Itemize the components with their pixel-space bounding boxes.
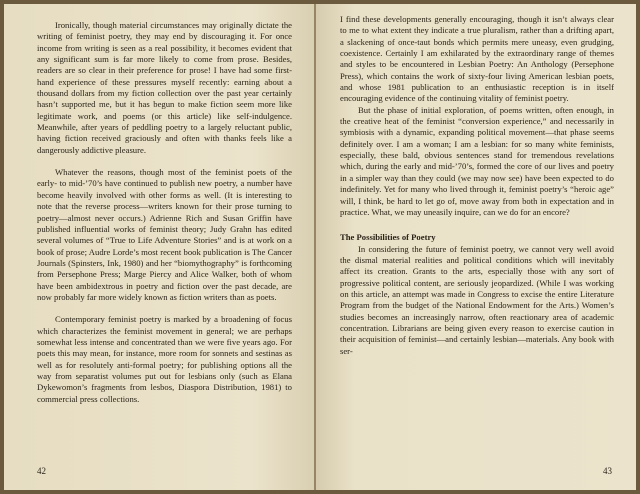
right-page (316, 4, 636, 490)
paragraph: I find these developments generally encouraging, though it isn’t always clear to me to what extent they indicate a true pluralism, rather than a drifting apart, a slackening of once-taut bonds which permits mere uneasy, even grudging, coexistence. Certainly I am exhilarated by the extraordinary range of themes and styles to be encountered in Lesbian Poetry: An Anthology (Persephone Press), which contains the work of sixty-four living American lesbian poets, and whose 1981 publication to an enthusiastic reception is in itself encouraging evidence of the continuing vitality of feminist poetry. (340, 14, 614, 104)
section-heading: The Possibilities of Poetry (340, 232, 436, 243)
paragraph: Contemporary feminist poetry is marked by a broadening of focus which characterizes the feminist movement in general; we are perhaps somewhat less intense and concentrated than we were five years ago. For poets this may mean, for instance, more room for sonnets and sestinas as well as for resolutely anti-formal poetry; for publishing options all the way from separatist volumes put out for lesbians only (such as Elana Dykewomon’s fragments from lesbos, Diaspora Distribution, 1981) to commercial press collections. (37, 314, 292, 404)
page-number: 42 (37, 466, 46, 476)
left-page (4, 4, 314, 490)
page-number: 43 (603, 466, 612, 476)
paragraph: Ironically, though material circumstances may originally dictate the writing of feminist poetry, they may end by discouraging it. For once income from writing is seen as a real possibility, it becomes evident that any significant sum is far more likely to come from prose. Besides, readers are so clear in their preference for prose! I have had some first-hand experience of these pressures myself recently: earning about a thousand dollars from my fiction collection over the past year certainly hasn’t supported me, but it has begun to make fiction seem more like legitimate work, and poems (or this article) like self-indulgence. Meanwhile, after years of peddling poetry to a largely reluctant public, having fiction received graciously and often with thanks feels like a dangerously addictive pleasure. (37, 20, 292, 155)
paragraph: In considering the future of feminist poetry, we cannot very well avoid the dismal material realities and political conditions which will inevitably affect its creation. Grants to the arts, especially those with any sort of progressive political content, are seriously jeopardized. (While I was working on this article, an attempt was made in Congress to excise the entire Literature Program from the budget of the National Endowment for the Arts.) Women’s studies becomes an increasingly narrow, often reactionary area of academic concentration. Librarians are being given every reason to exercise caution in their acquisition of feminist—and certainly lesbian—materials. Any book with ser- (340, 243, 614, 356)
paragraph: Whatever the reasons, though most of the feminist poets of the early- to mid-’70’s have continued to publish new poetry, a number have become heavily involved with other forms as well. (It is interesting to note that the reverse process—writers known for their prose turning to poetry—almost never occurs.) Adrienne Rich and Susan Griffin have published influential works of feminist theory; Judy Grahn has edited several volumes of “True to Life Adventure Stories” and is at work on a book of prose; Audre Lorde’s most recent book publication is The Cancer Journals (Spinsters, Ink, 1980) and her “biomythography” is forthcoming from Persephone Press; Marge Piercy and Alice Walker, both of whom have been ambidextrous in poetry and fiction over the past decade, are now probably far more widely known as fiction writers than as poets. (37, 167, 292, 302)
paragraph: But the phase of initial exploration, of poems written, often enough, in the creative heat of the feminist “conversion experience,” and necessarily in symbiosis with a dynamic, expanding political movement—that phase seems definitely over. I am a woman; I am a lesbian: for so many white feminists, especially, these bald, obvious sentences stand for tremendous revelations which, during the early and mid-’70’s, formed the core of our lives and poetry in a simpler way than they could (we may now see) have been expected to do indefinitely. Yet for many who lived through it, feminist poetry’s “heroic age” will, I think, be hard to let go of, move away from both in expectation and in practice. What, we may uneasily inquire, can we do for an encore? (340, 104, 614, 217)
